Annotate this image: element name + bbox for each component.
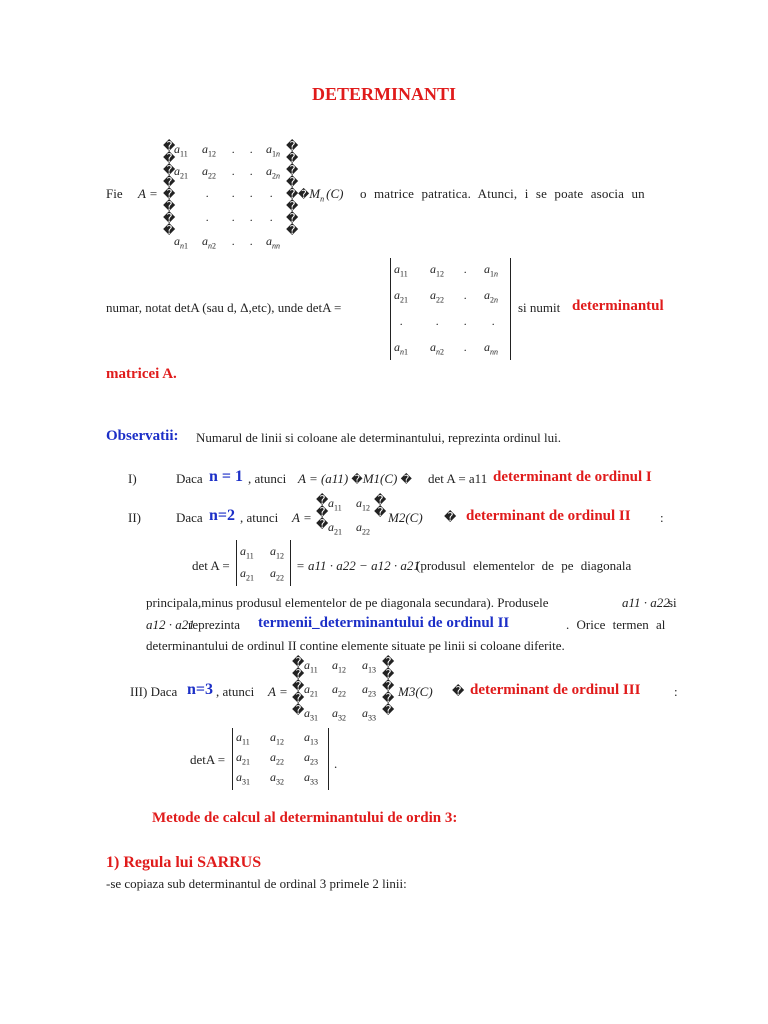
metode-heading: Metode de calcul al determinantului de ordin 3: [152,810,458,826]
cell: $a_{11}$ [240,544,254,561]
cell: . [232,210,235,224]
cell: $a_{13}$ [362,658,376,675]
cell: . [250,234,253,248]
cell: . [492,314,495,328]
cell: $a_{12}$ [430,262,444,279]
case2-colon: : [660,510,664,525]
cell: $a_{12}$ [356,496,370,513]
arrow-glyph: � [452,684,465,698]
case1-result: determinant de ordinul I [493,469,652,485]
cell: . [270,210,273,224]
cell: $a_{nn}$ [266,234,280,251]
term-matricei: matricei A. [106,366,177,382]
case2-explain3: determinantului de ordinul II contine elemente situate pe linii si coloane diferite. [146,638,565,653]
membership-mn [298,186,343,204]
cell: $a_{11}$ [394,262,408,279]
cell: $a_{22}$ [356,520,370,537]
case3-det-label: detA = [190,752,226,767]
cell: . [250,142,253,156]
cell: $a_{11}$ [236,730,250,747]
case1-cond: n = 1 [209,468,244,485]
case1-det: det A = a11 [428,471,488,486]
cell: . [464,314,467,328]
cell: . [400,314,403,328]
cell: . [250,186,253,200]
cell: $a_{32}$ [270,770,284,787]
case2-explain1 [416,558,678,574]
cell: $a_{12}$ [332,658,346,675]
cell: $a_{22}$ [270,750,284,767]
fie-label: Fie [106,186,123,201]
case3-matrix [290,656,400,722]
regula-text: -se copiaza sub determinantul de ordinal 3 primele 2 linii: [106,876,407,891]
cell: . [232,142,235,156]
set-m-sub: n [320,194,325,204]
cell: $a_{22}$ [270,566,284,583]
cell: $a_{22}$ [202,164,216,181]
case3-colon: : [674,684,678,699]
cell: . [206,186,209,200]
case3-cond: n=3 [187,681,214,698]
cell: $a_{11}$ [174,142,188,159]
case1-daca: Daca [176,471,203,486]
cell: $a_{2n}$ [484,288,498,305]
page-title: DETERMINANTI [311,84,457,104]
case1-formula [298,471,412,487]
det-bar-right [510,258,511,360]
cell: $a_{nn}$ [484,340,498,357]
arrow-glyph: � [444,510,457,524]
case2-prod2: a12 · a21 [146,617,195,632]
cell: $a_{2n}$ [266,164,280,181]
cell: $a_{n2}$ [202,234,216,251]
cell: $a_{n1}$ [394,340,408,357]
para1-rest-text: o matrice patratica. Atunci, i se poate asocia un [360,186,645,201]
para2-after: si numit [518,300,561,315]
case3-dot: . [334,756,338,771]
cell: $a_{12}$ [202,142,216,159]
cell: . [206,210,209,224]
regula-heading: 1) Regula lui SARRUS [106,854,262,871]
in-glyph: � [351,473,363,486]
case2-num: II) [128,510,141,525]
case1-atunci: , atunci [248,471,287,486]
cell: $a_{21}$ [240,566,254,583]
cell: $a_{23}$ [362,682,376,699]
cell: $a_{11}$ [304,658,318,675]
case3-set: M3(C) [398,684,433,699]
set-m: M [309,186,321,201]
case3-a-eq: A = [268,684,288,699]
case2-a-eq: A = [292,510,312,525]
para2-text: numar, notat detA (sau d, Δ,etc), unde detA = [106,300,342,315]
term-determinantul: determinantul [572,298,664,314]
bracket-glyph-right: � � � � � [382,655,395,717]
case3-atunci: , atunci [216,684,255,699]
arrow-glyph: � [400,473,412,486]
cell: $a_{32}$ [332,706,346,723]
case2-matrix [314,493,387,538]
cell: $a_{33}$ [362,706,376,723]
case2-cond: n=2 [209,507,236,524]
cell: . [250,210,253,224]
case2-reprezinta: reprezinta [188,617,240,632]
cell: $a_{31}$ [236,770,250,787]
cell: $a_{12}$ [270,730,284,747]
case1-formula-text: A = (a11) [298,471,349,486]
case2-result: determinant de ordinul II [466,508,631,524]
case2-explain2: principala,minus produsul elementelor de pe diagonala secundara). Produsele [146,595,549,610]
matrix-a-general [160,138,300,250]
cell: $a_{n1}$ [174,234,188,251]
case3-det-matrix [230,728,330,790]
observatii-text: Numarul de linii si coloane ale determinantului, reprezinta ordinul lui. [196,430,561,445]
case2-det-matrix [234,540,294,586]
cell: $a_{31}$ [304,706,318,723]
case2-prod1: a11 · a22 [622,595,670,610]
cell: $a_{1n}$ [484,262,498,279]
case2-si: si [668,595,677,610]
case1-set: M1(C) [362,471,398,486]
cell: $a_{12}$ [270,544,284,561]
cell: $a_{21}$ [304,682,318,699]
cell: . [232,186,235,200]
case2-termenii: termenii_determinantului de ordinul II [258,615,510,631]
a-equals: A = [138,186,158,201]
cell: $a_{21}$ [328,520,342,537]
cell: . [464,262,467,276]
cell: $a_{21}$ [394,288,408,305]
det-bar-left [390,258,391,360]
case2-det-label: det A = [192,558,230,573]
case2-daca: Daca [176,510,203,525]
bracket-glyph-right: � � [374,493,387,519]
cell: $a_{21}$ [174,164,188,181]
para1-rest [360,186,678,202]
case3-result: determinant de ordinul III [470,682,641,698]
det-a-general [388,258,514,360]
case2-atunci: , atunci [240,510,279,525]
cell: . [464,288,467,302]
cell: . [232,234,235,248]
cell: . [436,314,439,328]
case3-num: III) Daca [130,684,178,699]
det-bar-left [232,728,233,790]
cell: $a_{1n}$ [266,142,280,159]
bracket-glyph-left: � � � [316,493,329,531]
cell: . [464,340,467,354]
cell: $a_{11}$ [328,496,342,513]
cell: $a_{n2}$ [430,340,444,357]
cell: $a_{23}$ [304,750,318,767]
cell: $a_{13}$ [304,730,318,747]
case2-orice: . Orice termen al [566,617,666,632]
cell: $a_{21}$ [236,750,250,767]
det-bar-right [290,540,291,586]
cell: $a_{22}$ [332,682,346,699]
bracket-glyph-left: � � � � � [292,655,305,717]
cell: $a_{22}$ [430,288,444,305]
det-bar-left [236,540,237,586]
case2-explain1-text: (produsul elementelor de pe diagonala [416,558,632,573]
case2-det-rhs: = a11 · a22 − a12 · a21 [296,558,420,573]
set-m-arg: (C) [326,186,344,201]
case1-num: I) [128,471,137,486]
bracket-glyph-right: � � � � � � � � [286,139,299,237]
bracket-glyph-left: � � � � � � � � [163,139,176,237]
cell: $a_{33}$ [304,770,318,787]
cell: . [250,164,253,178]
in-glyph: � [298,188,310,201]
observatii-label: Observatii: [106,428,179,444]
cell: . [270,186,273,200]
det-bar-right [328,728,329,790]
cell: . [232,164,235,178]
case2-set: M2(C) [388,510,423,525]
